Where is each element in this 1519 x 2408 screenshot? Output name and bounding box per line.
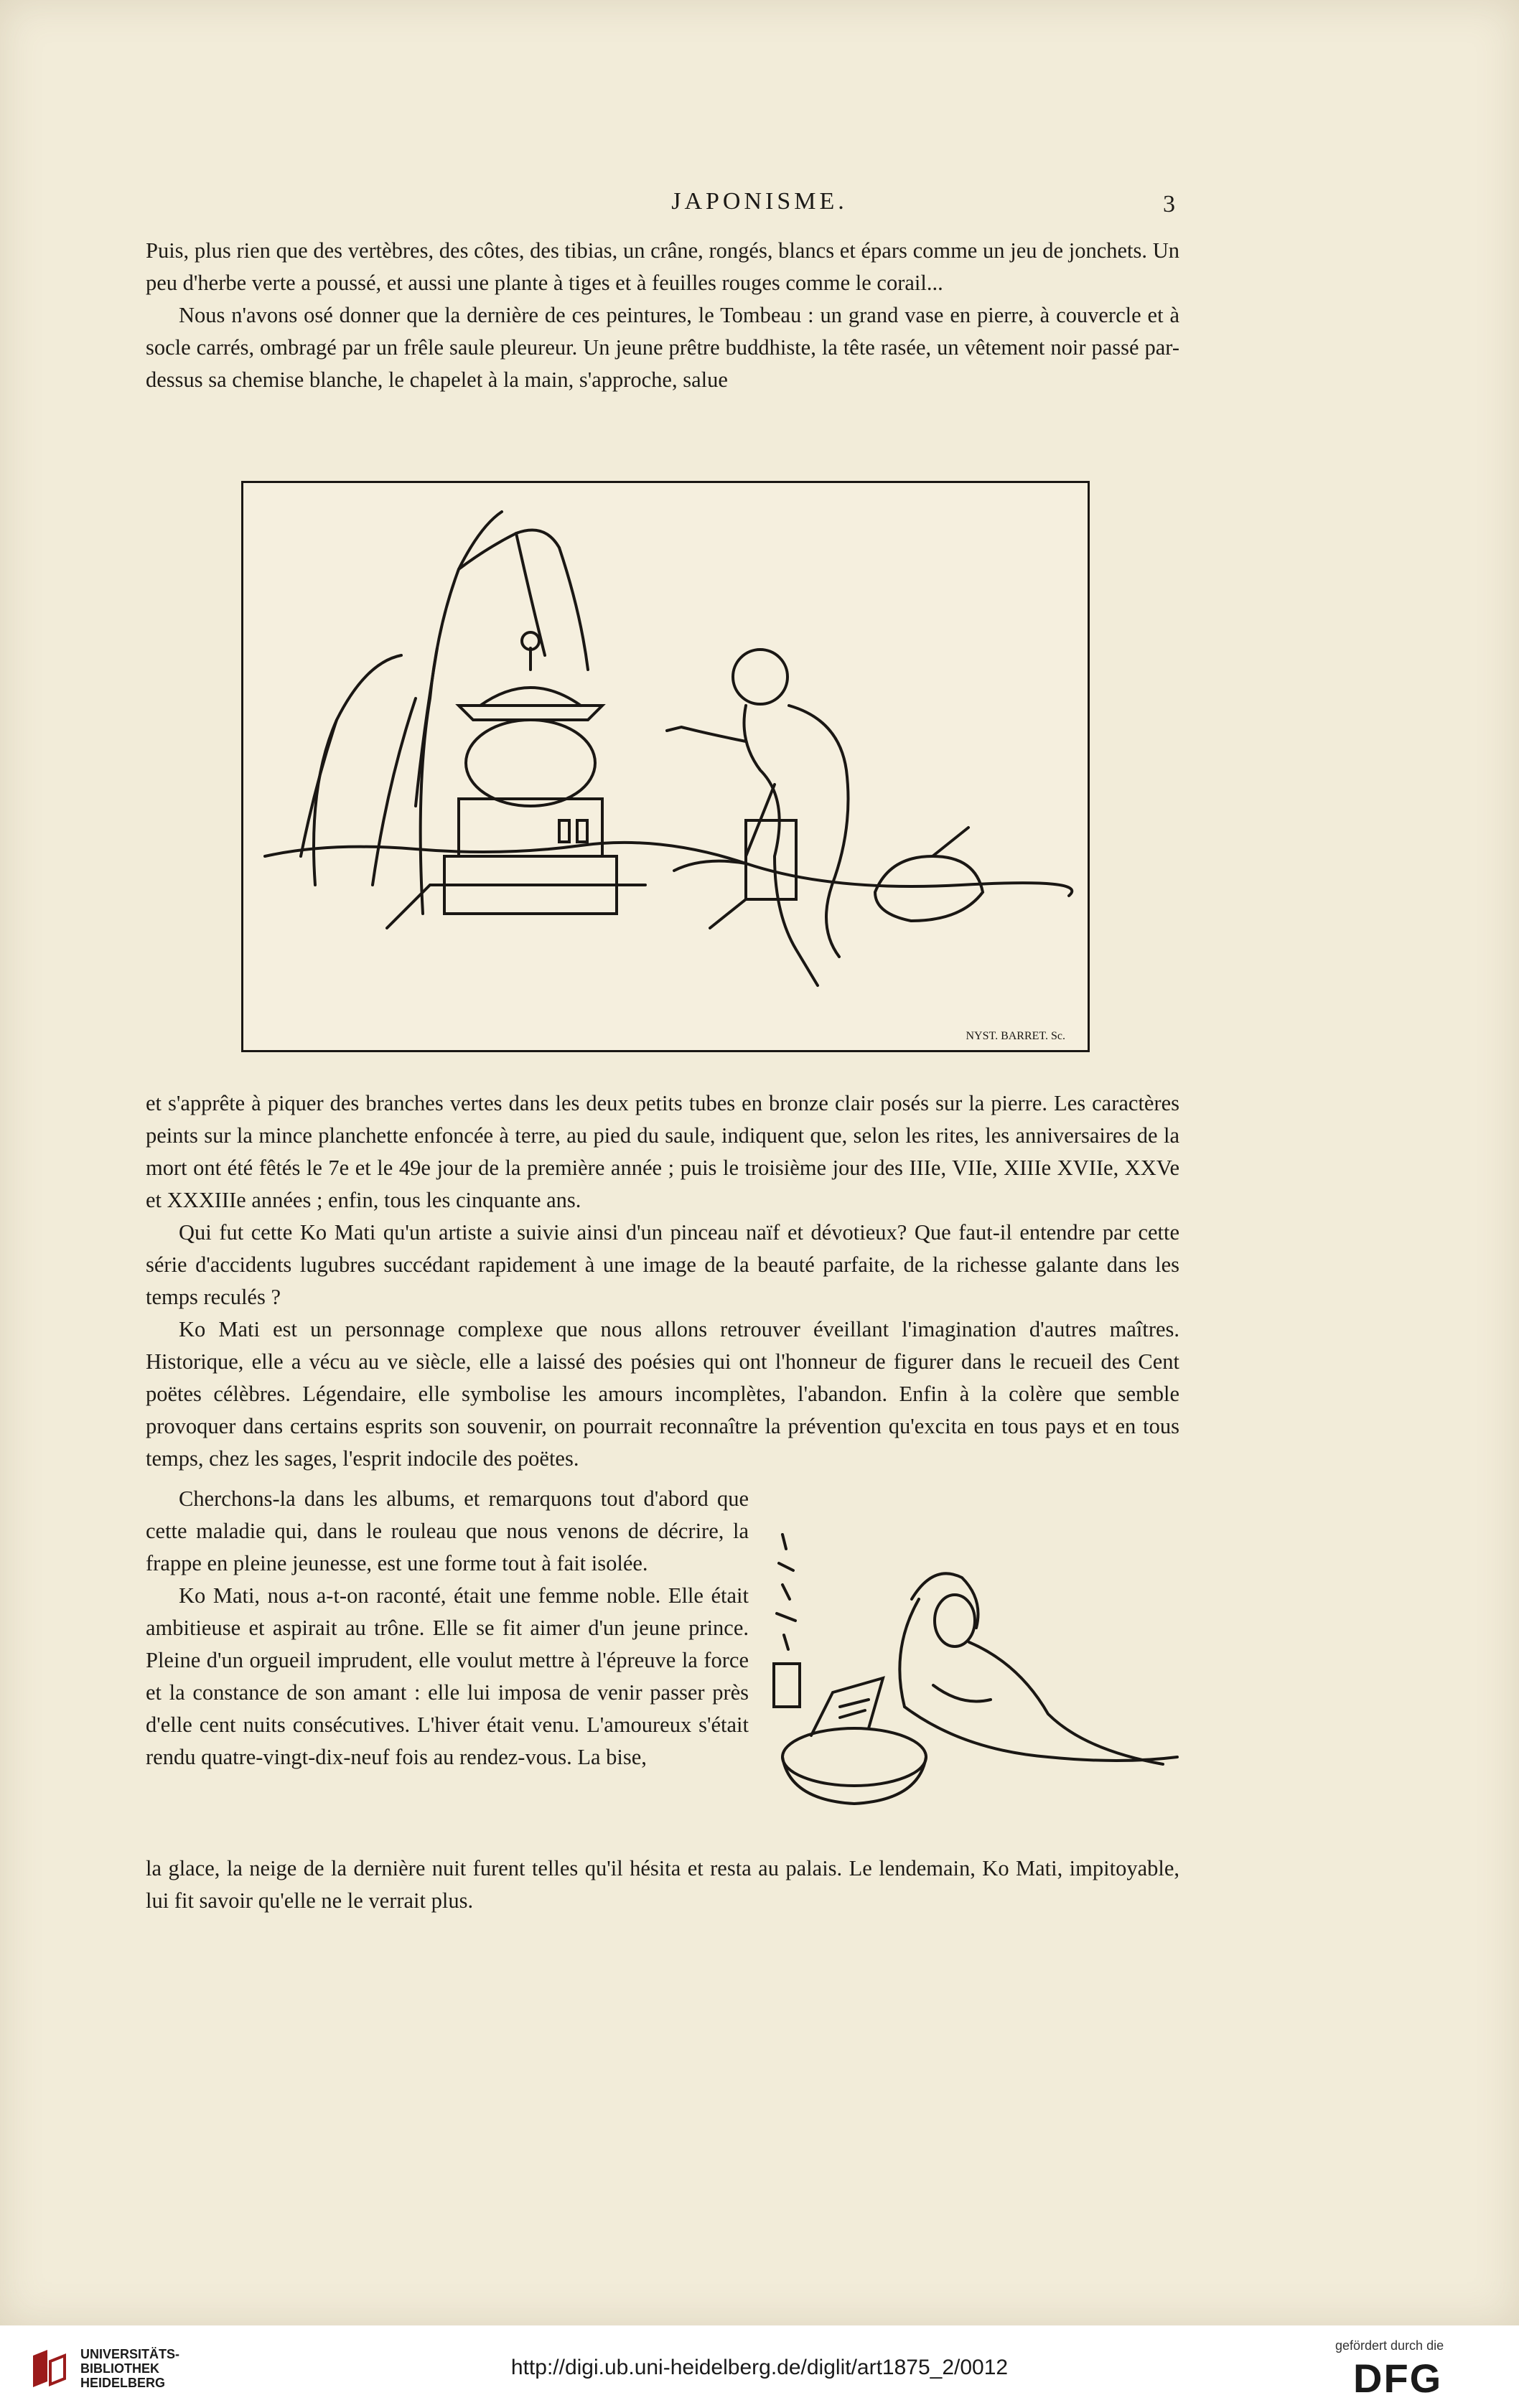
paragraph: la glace, la neige de la dernière nuit furent telles qu'il hésita et resta au palais. Le lendemain, Ko Mati, impitoyable, lui fit savoir qu'elle ne le verrait plus. [146,1856,1179,1913]
paragraph: et s'apprête à piquer des branches vertes dans les deux petits tubes en bronze clair posés sur la pierre. Les caractères peints sur la mince planchette enfoncée à terre, au pied du saule, indiquent que, selon les rites, les anniversaires de la mort ont été fêtés le 7e et le 49e jour de la première année ; puis le troisième jour des IIIe, VIIe, XIIIe XVIIe, XXVe et XXXIIIe années ; enfin, tous les cinquante ans. [146,1091,1180,1212]
tomb-illustration [241,481,1090,1052]
text-block-middle [146,1087,1179,1475]
text-block-wrapped [146,1483,749,1774]
text-block-top [146,235,1179,396]
page-number: 3 [1163,191,1175,217]
paragraph: Qui fut cette Ko Mati qu'un artiste a suivie ainsi d'un pinceau naïf et dévotieux? Que faut-il entendre par cette série d'accidents lugubres succédant rapidement à une image de la beauté parfaite, de la richesse galante dans les temps reculés ? [146,1220,1180,1309]
page-header [0,188,1519,224]
ko-mati-illustration [747,1520,1192,1836]
paragraph: Ko Mati, nous a-t-on raconté, était une femme noble. Elle était ambitieuse et aspirait au trône. Elle se fit aimer d'un jeune prince. Pleine d'un orgueil imprudent, elle voulut mettre à l'épreuve la force et la constance de son amant : elle lui imposa de venir passer près d'elle cent nuits consécutives. L'hiver était venu. L'amoureux s'était rendu quatre-vingt-dix-neuf fois au rendez-vous. La bise, [146,1583,749,1769]
library-name: UNIVERSITÄTS- BIBLIOTHEK HEIDELBERG [80,2347,180,2390]
engraver-signature: NYST. BARRET. Sc. [966,1030,1065,1042]
paragraph: Cherchons-la dans les albums, et remarquons tout d'abord que cette maladie qui, dans le rouleau que nous venons de décrire, la frappe en pleine jeunesse, est une forme tout à fait isolée. [146,1486,749,1575]
funder-label: gefördert durch die [1335,2338,1444,2353]
footer-bar [0,2325,1519,2408]
text-block-bottom [146,1852,1179,1917]
dfg-logo: DFG [1353,2356,1443,2401]
paragraph: Ko Mati est un personnage complexe que nous allons retrouver éveillant l'imagination d'autres maîtres. Historique, elle a vécu au ve siècle, elle a laissé des poésies qui ont l'honneur de figurer dans le recueil des Cent poëtes célèbres. Légendaire, elle symbolise les amours incomplètes, l'abandon. Enfin à la colère que semble provoquer dans certains esprits son souvenir, on pourrait reconnaître la prévention qu'excita en tous pays et en tous temps, chez les sages, l'esprit indocile des poëtes. [146,1317,1180,1471]
running-title: JAPONISME. [671,188,848,215]
paragraph: Puis, plus rien que des vertèbres, des côtes, des tibias, un crâne, rongés, blancs et épars comme un jeu de jonchets. Un peu d'herbe verte a poussé, et aussi une plante à tiges et à feuilles rouges comme le corail... [146,238,1180,295]
paragraph: Nous n'avons osé donner que la dernière de ces peintures, le Tombeau : un grand vase en pierre, à couvercle et à socle carrés, ombragé par un frêle saule pleureur. Un jeune prêtre buddhiste, la tête rasée, un vêtement noir passé par-dessus sa chemise blanche, le chapelet à la main, s'approche, salue [146,303,1180,392]
source-url[interactable]: http://digi.ub.uni-heidelberg.de/diglit/art1875_2/0012 [510,2356,1009,2379]
tomb-drawing [243,483,1088,1050]
ko-mati-drawing [747,1520,1192,1836]
